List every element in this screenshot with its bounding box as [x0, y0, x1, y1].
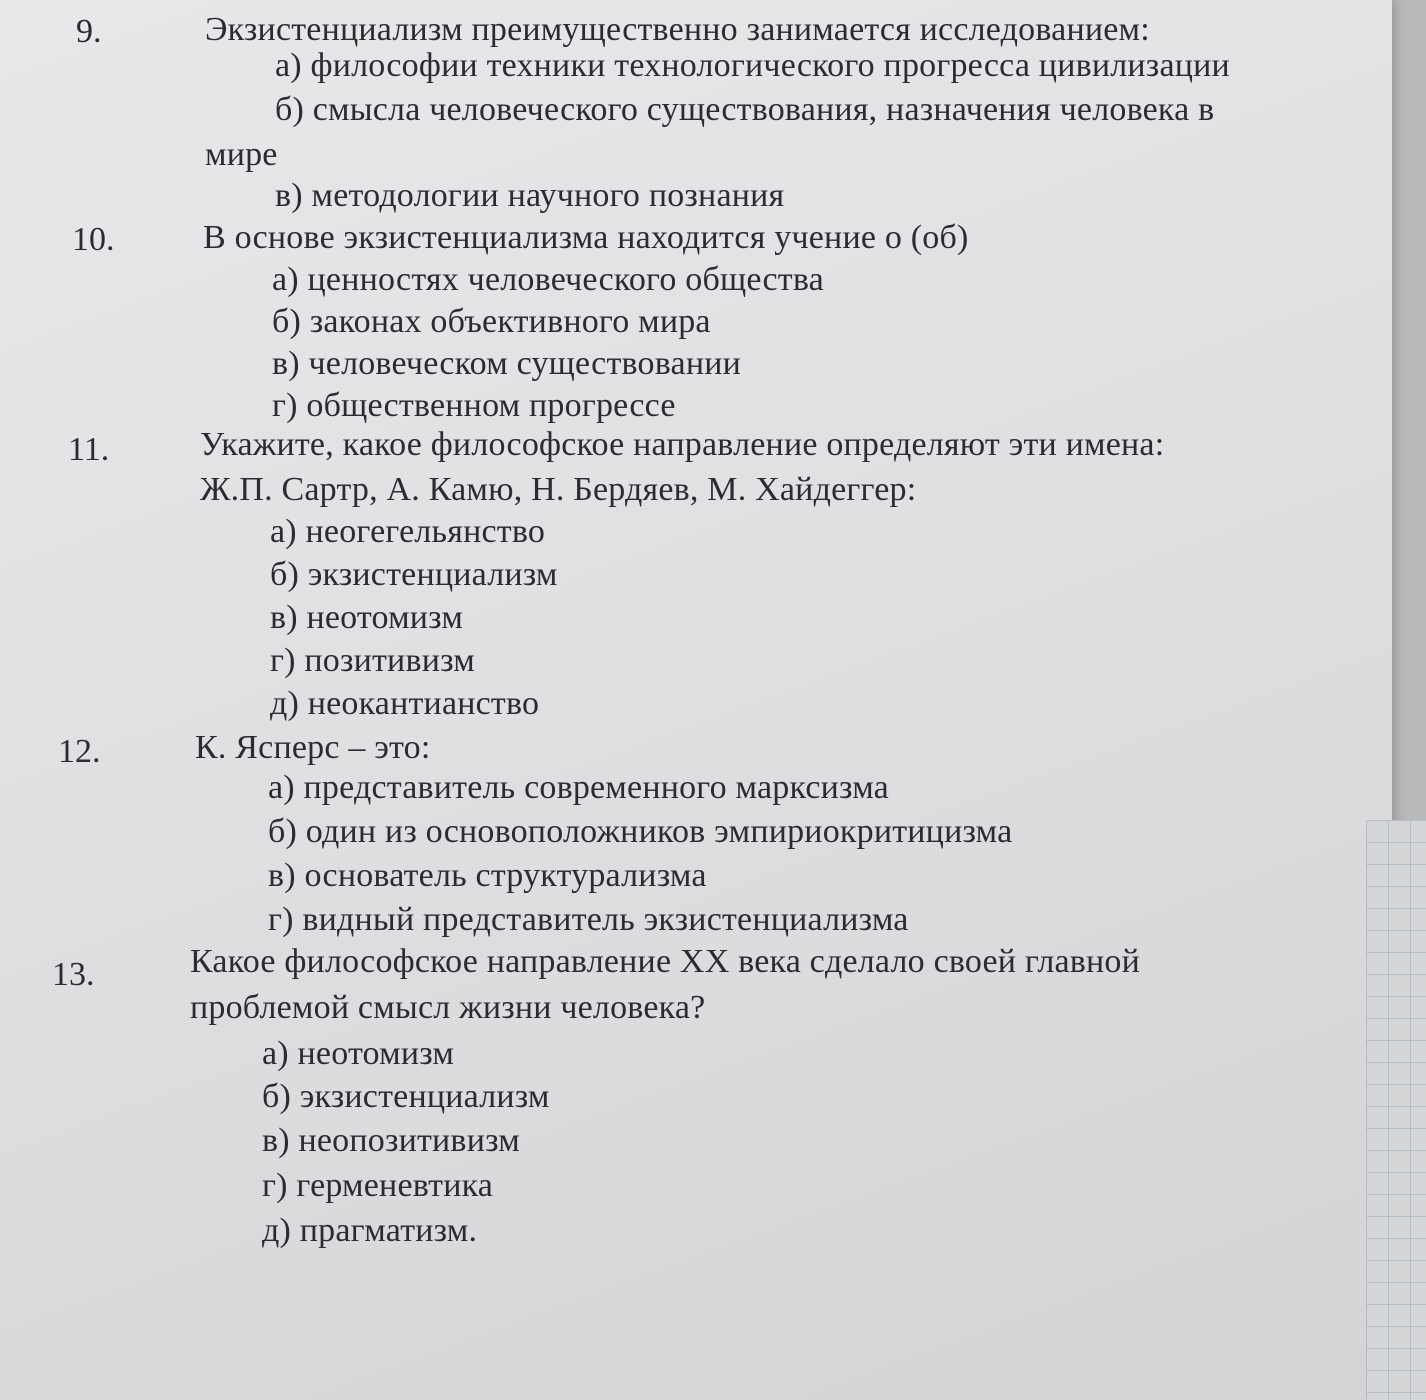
answer-option-continuation: мире: [205, 136, 278, 173]
question-number: 9.: [76, 13, 102, 50]
answer-option: а) ценностях человеческого общества: [272, 261, 824, 298]
question-text: К. Ясперс – это:: [195, 729, 431, 766]
answer-option: г) позитивизм: [270, 642, 475, 679]
answer-option: в) неопозитивизм: [262, 1122, 520, 1159]
answer-option: г) герменевтика: [262, 1167, 494, 1204]
question-number: 12.: [58, 733, 101, 770]
answer-option: г) видный представитель экзистенциализма: [268, 901, 909, 938]
answer-option: а) философии техники технологического прогресса цивилизации: [275, 47, 1230, 84]
answer-option: а) неотомизм: [262, 1035, 455, 1072]
grid-paper-edge: [1366, 820, 1426, 1400]
answer-option: в) человеческом существовании: [272, 345, 742, 382]
answer-option: а) представитель современного марксизма: [268, 769, 889, 806]
answer-option: б) один из основоположников эмпириокритицизма: [268, 813, 1013, 850]
answer-option: б) законах объективного мира: [272, 303, 711, 340]
question-text-continuation: проблемой смысл жизни человека?: [190, 989, 706, 1026]
answer-option: в) методологии научного познания: [275, 177, 785, 214]
answer-option: б) смысла человеческого существования, назначения человека в: [275, 91, 1215, 128]
answer-option: в) неотомизм: [270, 599, 464, 636]
question-number: 10.: [72, 221, 115, 258]
answer-option: б) экзистенциализм: [270, 556, 558, 593]
answer-option: в) основатель структурализма: [268, 857, 707, 894]
question-text-continuation: Ж.П. Сартр, А. Камю, Н. Бердяев, М. Хайдеггер:: [200, 471, 917, 508]
question-text: Какое философское направление XX века сделало своей главной: [190, 943, 1141, 980]
answer-option: г) общественном прогрессе: [272, 387, 676, 424]
question-text: Укажите, какое философское направление определяют эти имена:: [200, 426, 1165, 463]
question-text: Экзистенциализм преимущественно занимается исследованием:: [205, 11, 1150, 48]
answer-option: д) прагматизм.: [262, 1212, 478, 1249]
question-text: В основе экзистенциализма находится учение о (об): [203, 219, 969, 256]
question-number: 13.: [52, 956, 95, 993]
answer-option: а) неогегельянство: [270, 513, 546, 550]
answer-option: д) неокантианство: [270, 685, 540, 722]
question-number: 11.: [68, 431, 110, 468]
answer-option: б) экзистенциализм: [262, 1078, 550, 1115]
